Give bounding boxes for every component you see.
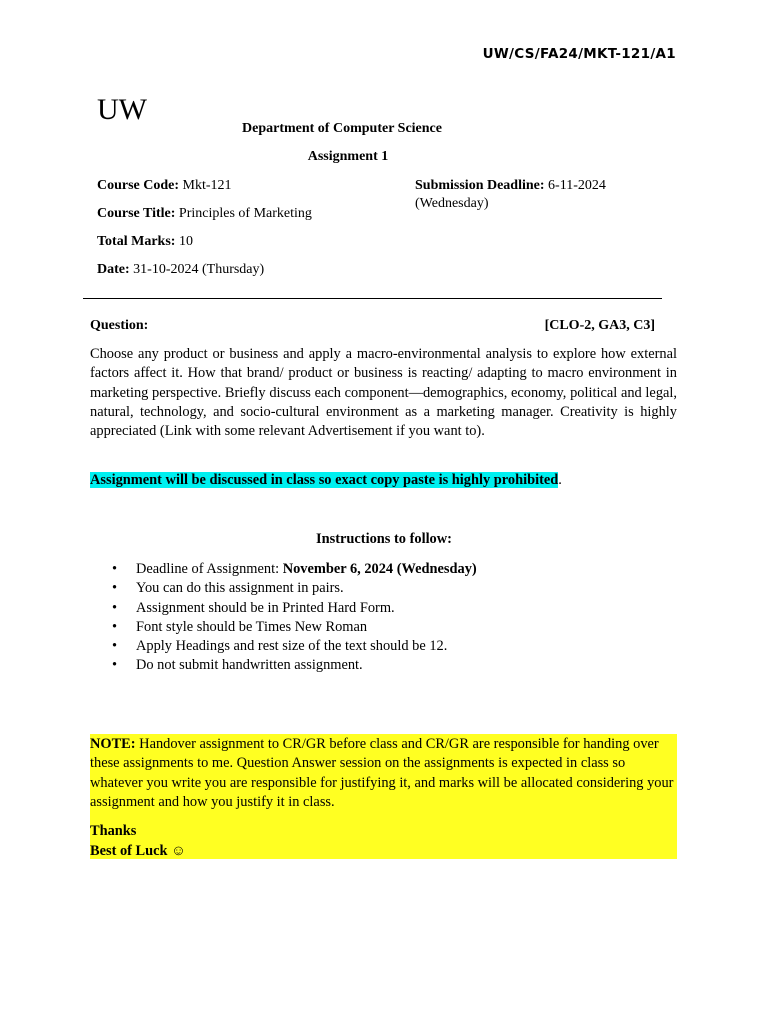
list-item-text: Apply Headings and rest size of the text should be 12. (136, 638, 448, 655)
course-title (97, 205, 312, 223)
course-code (97, 177, 232, 195)
list-item (112, 618, 477, 637)
copy-warning-text: Assignment will be discussed in class so exact copy paste is highly prohibited (90, 472, 559, 488)
list-item-text: Font style should be Times New Roman (136, 618, 368, 635)
issue-date-value: 31-10-2024 (Thursday) (133, 262, 265, 277)
question-label: Question: (90, 318, 149, 333)
issue-date (97, 261, 264, 279)
course-code-value: Mkt-121 (182, 178, 232, 193)
list-item (112, 599, 477, 618)
deadline-date: November 6, 2024 (Wednesday) (282, 561, 477, 577)
total-marks-value: 10 (178, 234, 193, 249)
bullet-icon: • (112, 638, 118, 655)
bullet-icon: • (112, 580, 118, 597)
course-title-label: Course Title: (97, 206, 176, 221)
list-item-text: Assignment should be in Printed Hard Form. (136, 599, 395, 616)
total-marks (97, 233, 193, 251)
list-item-text: Do not submit handwritten assignment. (136, 657, 363, 674)
course-code-label: Course Code: (97, 178, 180, 193)
document-reference-code: UW/CS/FA24/MKT-121/A1 (482, 46, 676, 62)
deadline-prefix: Deadline of Assignment: (136, 561, 283, 577)
instructions-title: Instructions to follow: (316, 531, 452, 547)
course-title-value: Principles of Marketing (178, 206, 312, 221)
bullet-icon: • (112, 561, 118, 577)
bullet-icon: • (112, 618, 118, 635)
clo-tags: [CLO-2, GA3, C3] (544, 318, 655, 333)
instructions-list (112, 560, 477, 676)
note-label: NOTE: (90, 736, 136, 752)
best-of-luck-text: Best of Luck ☺ (90, 842, 186, 859)
note-text: Handover assignment to CR/GR before class and CR/GR are responsible for handing over these assignments to me. Question Answer session on the assignments is expected in class so whatever you write you are responsible for justifying it, and marks will be allocated considering your assignment and how you justify it in class. (90, 736, 674, 810)
question-body: Choose any product or business and apply a macro-environmental analysis to explore how external factors affect it. How that brand/ product or business is reacting/ adapting to macro environment in marketing perspective. Briefly discuss each component—demographics, economy, political and legal, natural, technology, and socio-cultural environment as a marketing manager. Creativity is highly appreciated (Link with some relevant Advertisement if you want to). (90, 346, 677, 440)
header-divider (83, 298, 662, 299)
copy-warning (90, 471, 677, 490)
note-paragraph (90, 735, 674, 812)
question-heading (90, 318, 655, 334)
total-marks-label: Total Marks: (97, 234, 176, 249)
bullet-icon: • (112, 599, 118, 616)
thanks-text: Thanks (90, 823, 137, 839)
bullet-icon: • (112, 657, 118, 674)
issue-date-label: Date: (97, 262, 130, 277)
university-logo-text: UW (97, 93, 147, 126)
closing-block (90, 822, 186, 861)
list-item (112, 637, 477, 656)
list-item-text: You can do this assignment in pairs. (136, 580, 344, 597)
submission-deadline-label: Submission Deadline: (415, 178, 545, 193)
list-item (112, 579, 477, 598)
copy-warning-period: . (558, 472, 562, 488)
assignment-title: Assignment 1 (307, 149, 389, 164)
list-item (112, 560, 477, 579)
submission-deadline (415, 177, 645, 213)
list-item (112, 656, 477, 675)
department-heading: Department of Computer Science (242, 121, 442, 136)
submission-deadline-value: 6-11-2024 (548, 178, 606, 193)
submission-deadline-day: (Wednesday) (415, 196, 489, 211)
